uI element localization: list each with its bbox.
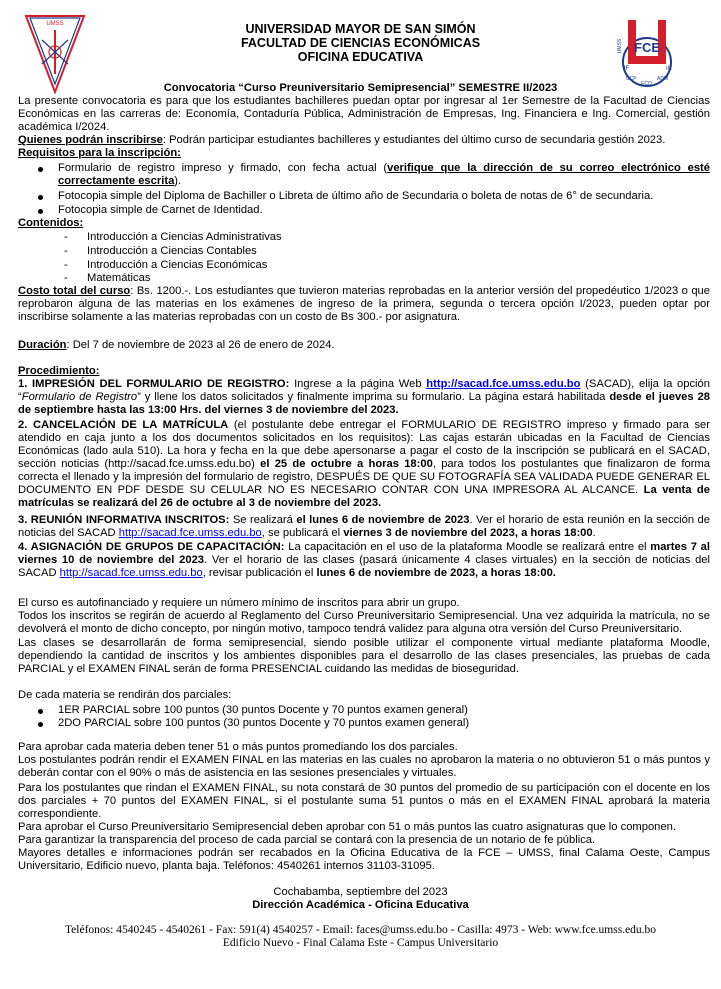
header-office: OFICINA EDUCATIVA	[297, 50, 424, 64]
general-line-3: Las clases se desarrollarán de forma semipresencial, siendo posible utilizar el componente virtual mediante plataforma Moodle, dependiendo la cantidad de inscritos y los ambientes disponibles para el desarrollo de las clases presenciales, las pruebas de cada PARCIAL y el EXAMEN FINAL serán de forma PRESENCIAL cuidando las medidas de bioseguridad.	[18, 637, 710, 675]
header-faculty: FACULTAD DE CIENCIAS ECONÓMICAS	[240, 36, 481, 50]
page-title: Convocatoria “Curso Preuniversitario Semipresencial” SEMESTRE II/2023	[163, 82, 558, 94]
regla-2: Los postulantes podrán rendir el EXAMEN FINAL en las materias en las cuales no aprobaron la materia o no obtuvieron 51 o más puntos y deberán contar con el 90% o más de asistencia en las sesiones presenciales y virtuales.	[18, 754, 710, 779]
regla-5: Para garantizar la transparencia del proceso de cada parcial se contará con la presencia de un notario de fe pública.	[18, 834, 596, 846]
umss-logo-text: UMSS	[46, 21, 64, 27]
fce-logo-text: FCE	[634, 40, 660, 55]
footer-contact: Teléfonos: 4540245 - 4540261 - Fax: 591(4) 4540257 - Email: faces@umss.edu.bo - Casilla: 4973 - Web: www.fce.umss.edu.bo	[64, 924, 657, 936]
regla-1: Para aprobar cada materia deben tener 51 o más puntos promediando los dos parciales.	[18, 741, 458, 753]
parcial-item: 2DO PARCIAL sobre 100 puntos (30 puntos Docente y 70 puntos examen general)	[38, 717, 698, 730]
procedimiento-paso-1: 1. IMPRESIÓN DEL FORMULARIO DE REGISTRO: Ingrese a la página Web http://sacad.fce.umss.edu.bo (SACAD), elija la opción “Formulario de Registro” y llene los datos solicitados y finalmente imprima su formulario. La página estará habilitada desde el jueves 28 de septiembre hasta las 13:00 Hrs. del viernes 3 de noviembre del 2023.	[18, 378, 710, 416]
sacad-link[interactable]: http://sacad.fce.umss.edu.bo	[59, 567, 203, 579]
procedimiento-label: Procedimiento:	[18, 365, 100, 377]
sacad-link[interactable]: http://sacad.fce.umss.edu.bo	[118, 527, 262, 539]
fce-logo-ccp: CCP	[626, 76, 637, 82]
regla-6: Mayores detalles e informaciones podrán ser recabados en la Oficina Educativa de la FCE – UMSS, final Calama Oeste, Campus Universitario, Edificio nuevo, planta baja. Teléfonos: 4540261 internos 31103-31095.	[18, 847, 710, 872]
regla-4: Para aprobar el Curso Preuniversitario Semipresencial deben aprobar con 51 o más puntos las cuatro asignaturas que lo componen.	[18, 821, 676, 833]
fce-logo-adm: ADM	[657, 76, 669, 82]
intro-paragraph: La presente convocatoria es para que los estudiantes bachilleres puedan optar por ingresar al 1er Semestre de la Facultad de Ciencias Económicas en las carreras de: Economía, Contaduría Pública, Administración de Empresas, Ing. Financiera e Ing. Comercial, gestión académica I/2024.	[18, 95, 710, 133]
fce-logo-eco: ECO	[641, 81, 652, 87]
quienes-section	[18, 134, 710, 147]
sacad-link[interactable]: http://sacad.fce.umss.edu.bo	[426, 378, 581, 390]
header-university: UNIVERSIDAD MAYOR DE SAN SIMÓN	[245, 22, 476, 36]
fce-logo-side: UMSS	[617, 38, 623, 54]
general-line-1: El curso es autofinanciado y requiere un número mínimo de inscritos para abrir un grupo.	[18, 597, 460, 609]
fce-logo-ic: IC	[666, 66, 672, 72]
requisito-item: Formulario de registro impreso y firmado, con fecha actual (verifique que la dirección de su correo electrónico esté correctamente escrita).	[38, 162, 710, 188]
contenido-item: - Introducción a Ciencias Contables	[64, 245, 257, 257]
regla-3: Para los postulantes que rindan el EXAMEN FINAL, su nota constará de 30 puntos del promedio de su participación con el docente en los dos parciales + 70 puntos del EXAMEN FINAL, si el postulante suma 51 puntos o más en el EXAMEN FINAL aprobará la materia correspondiente.	[18, 782, 710, 820]
parcial-item: 1ER PARCIAL sobre 100 puntos (30 puntos Docente y 70 puntos examen general)	[38, 704, 698, 717]
contenido-item: - Introducción a Ciencias Administrativas	[64, 231, 282, 243]
procedimiento-paso-3: 3. REUNIÓN INFORMATIVA INSCRITOS: Se realizará el lunes 6 de noviembre de 2023. Ver el horario de esta reunión en la sección de noticias del SACAD http://sacad.fce.umss.edu.bo, se publicará el viernes 3 de noviembre del 2023, a horas 18:00.	[18, 514, 710, 539]
quienes-label: Quienes podrán inscribirse	[18, 134, 163, 146]
procedimiento-paso-2: 2. CANCELACIÓN DE LA MATRÍCULA (el postulante debe entregar el FORMULARIO DE REGISTRO impreso y firmado para ser atendido en caja junto a los dos documentos solicitados en los requisitos): Las cajas estarán ubicadas en la Facultad de Ciencias Económicas (lado aula 510). La hora y fecha en la que debe apersonarse a pagar el costo de la inscripción se publicará en el SACAD, sección noticias (http://sacad.fce.umss.edu.bo) el 25 de octubre a horas 18:00, para todos los postulantes que finalizaron de forma correcta el llenado y la impresión del formulario de registro, DESPUÉS DE QUE SU FOTOGRAFÍA SEA VALIDADA PUEDE GENERAR EL DOCUMENTO EN PDF DESDE SU CELULAR NO ES NECESARIO CONTAR CON UNA IMPRESORA AL ALCANCE. La venta de matrículas se realizará del 26 de octubre al 3 de noviembre del 2023.	[18, 419, 710, 509]
requisito-item: Fotocopia simple de Carnet de Identidad.	[38, 204, 710, 217]
general-line-2: Todos los inscritos se regirán de acuerdo al Reglamento del Curso Preuniversitario Semipresencial. Una vez adquirida la matrícula, no se devolverá el monto de dicho concepto, por ningún motivo, tampoco tendrá validez para alguna otra versión del Curso Preuniversitario.	[18, 610, 710, 635]
requisito-item: Fotocopia simple del Diploma de Bachiller o Libreta de último año de Secundaria o boleta de notas de 6° de secundaria.	[38, 190, 710, 203]
costo-section: Costo total del curso: Bs. 1200.-. Los estudiantes que tuvieron materias reprobadas en la anterior versión del propedéutico 1/2023 o que reprobaron alguna de las materias en los exámenes de ingreso de la primera, segunda o tercera opción I/2023, pueden optar por inscribirse solamente a las materias reprobadas con un costo de Bs 300.- por asignatura.	[18, 285, 711, 323]
fce-logo-if: IF	[624, 66, 630, 72]
quienes-text: : Podrán participar estudiantes bachilleres y estudiantes del último curso de secundaria gestión 2023.	[162, 134, 666, 146]
footer-address: Edificio Nuevo - Final Calama Este - Campus Universitario	[222, 937, 499, 949]
parciales-lead: De cada materia se rendirán dos parciales:	[18, 689, 232, 701]
firma-place: Cochabamba, septiembre del 2023	[273, 886, 448, 898]
procedimiento-paso-4: 4. ASIGNACIÓN DE GRUPOS DE CAPACITACIÓN: La capacitación en el uso de la plataforma Moodle se realizará entre el martes 7 al viernes 10 de noviembre del 2023. Ver el horario de las clases (pasará únicamente 4 clases virtuales) en la sección de noticias del SACAD http://sacad.fce.umss.edu.bo, revisar publicación el lunes 6 de noviembre de 2023, a horas 18:00.	[18, 541, 710, 579]
firma-office: Dirección Académica - Oficina Educativa	[252, 899, 469, 911]
contenido-item: - Introducción a Ciencias Económicas	[64, 259, 268, 271]
duracion-section: Duración: Del 7 de noviembre de 2023 al 26 de enero de 2024.	[18, 339, 335, 351]
contenido-item: - Matemáticas	[64, 272, 151, 284]
requisitos-label: Requisitos para la inscripción:	[18, 147, 181, 159]
contenidos-label: Contenidos:	[18, 217, 84, 229]
